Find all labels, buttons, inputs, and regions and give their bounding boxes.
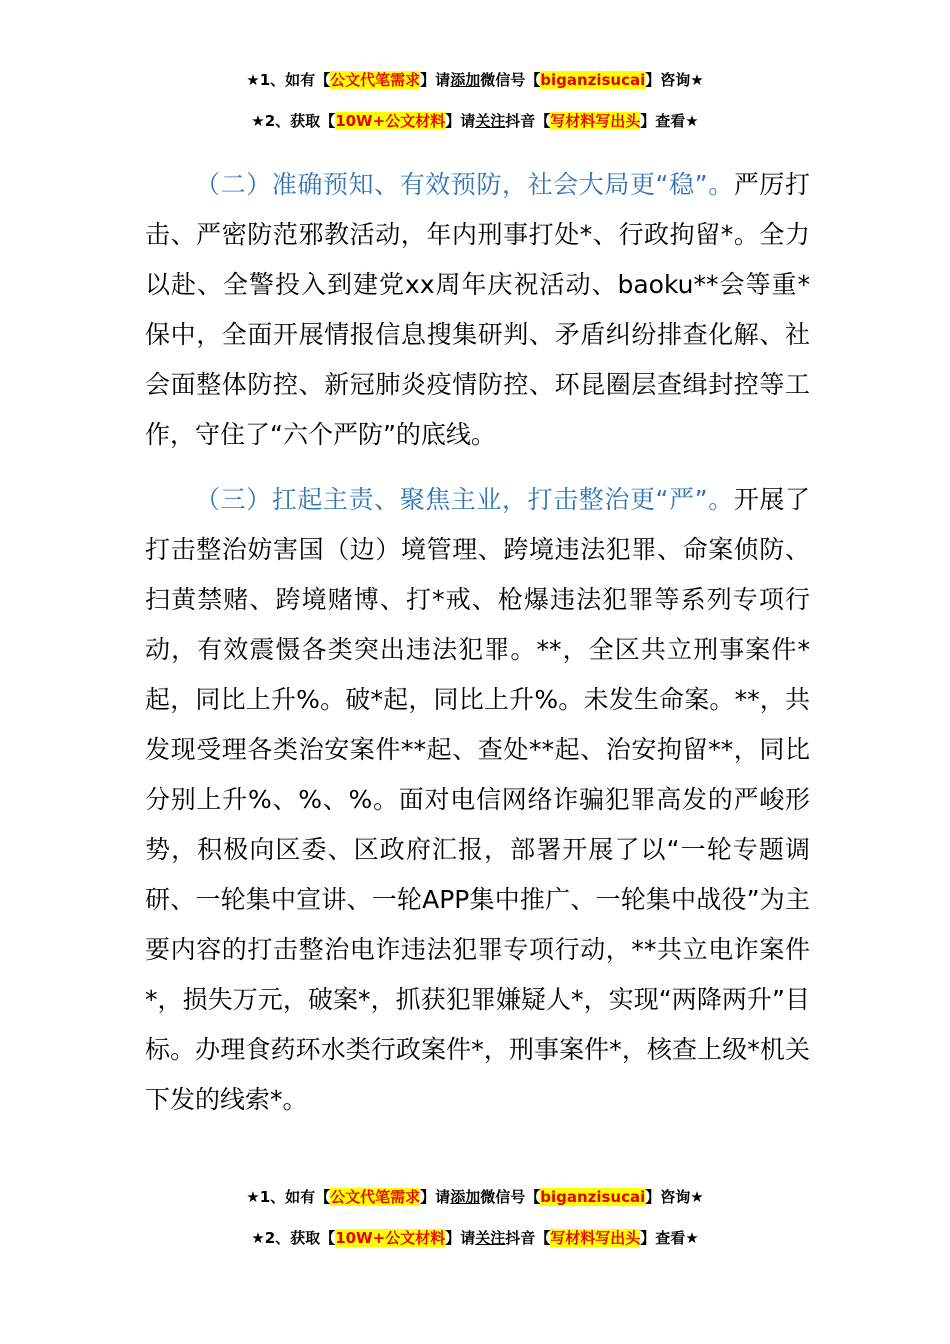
banner-text: 微信号【 (480, 1188, 541, 1206)
banner-text: ★2、获取【 (251, 112, 336, 130)
banner-text: 】请 (445, 112, 476, 130)
banner-highlight: biganzisucai (540, 1188, 646, 1206)
banner-highlight: 写材料写出头 (550, 1229, 641, 1247)
banner-text: 】请 (420, 71, 451, 89)
paragraph-text: 开展了打击整治妨害国（边）境管理、跨境违法犯罪、命案侦防、扫黄禁赌、跨境赌博、打*戒、枪爆违法犯罪等系列专项行动，有效震慑各类突出违法犯罪。**，全区共立刑事案件*起，同比上升%。破*起，同比上升%。未发生命案。**，共发现受理各类治安案件**起、查处**起、治安拘留**，同比分别上升%、%、%。面对电信网络诈骗犯罪高发的严峻形势，积极向区委、区政府汇报，部署开展了以“一轮专题调研、一轮集中宣讲、一轮APP集中推广、一轮集中战役”为主要内容的打击整治电诈违法犯罪专项行动，**共立电诈案件*，损失万元，破案*，抓获犯罪嫌疑人*，实现“两降两升”目标。办理食药环水类行政案件*，刑事案件*，核查上级*机关下发的线索*。 (145, 485, 810, 1114)
banner-text: ★2、获取【 (251, 1229, 336, 1247)
banner-underlined-text: 添加 (450, 71, 481, 89)
banner-highlight: 10W+公文材料 (335, 1229, 446, 1247)
bottom-banner-line-1 (0, 1187, 950, 1207)
banner-text: 抖音【 (505, 112, 551, 130)
bottom-banner-line-2 (0, 1228, 950, 1248)
banner-underlined-text: 关注 (475, 112, 506, 130)
banner-underlined-text: 关注 (475, 1229, 506, 1247)
banner-text: 】咨询★ (645, 71, 704, 89)
banner-underlined-text: 添加 (450, 1188, 481, 1206)
banner-text: 】请 (420, 1188, 451, 1206)
document-body (145, 160, 810, 1125)
paragraph-text: 严厉打击、严密防范邪教活动，年内刑事打处*、行政拘留*。全力以赴、全警投入到建党xx周年庆祝活动、baoku**会等重*保中，全面开展情报信息搜集研判、矛盾纠纷排查化解、社会面整体防控、新冠肺炎疫情防控、环昆圈层查缉封控等工作，守住了“六个严防”的底线。 (145, 170, 810, 449)
section-heading: （二）准确预知、有效预防，社会大局更“稳”。 (195, 170, 734, 199)
banner-text: ★1、如有【 (246, 1188, 331, 1206)
paragraph-2 (145, 160, 810, 460)
banner-text: 】请 (445, 1229, 476, 1247)
top-banner-line-1 (0, 70, 950, 90)
banner-highlight: 公文代笔需求 (330, 71, 421, 89)
section-heading: （三）扛起主责、聚焦主业，打击整治更“严”。 (195, 485, 734, 514)
banner-highlight: biganzisucai (540, 71, 646, 89)
banner-highlight: 公文代笔需求 (330, 1188, 421, 1206)
banner-text: 】查看★ (640, 1229, 699, 1247)
top-banner-line-2 (0, 111, 950, 131)
banner-text: 微信号【 (480, 71, 541, 89)
banner-text: 】查看★ (640, 112, 699, 130)
paragraph-3 (145, 475, 810, 1125)
banner-highlight: 写材料写出头 (550, 112, 641, 130)
banner-text: 】咨询★ (645, 1188, 704, 1206)
banner-highlight: 10W+公文材料 (335, 112, 446, 130)
banner-text: 抖音【 (505, 1229, 551, 1247)
banner-text: ★1、如有【 (246, 71, 331, 89)
